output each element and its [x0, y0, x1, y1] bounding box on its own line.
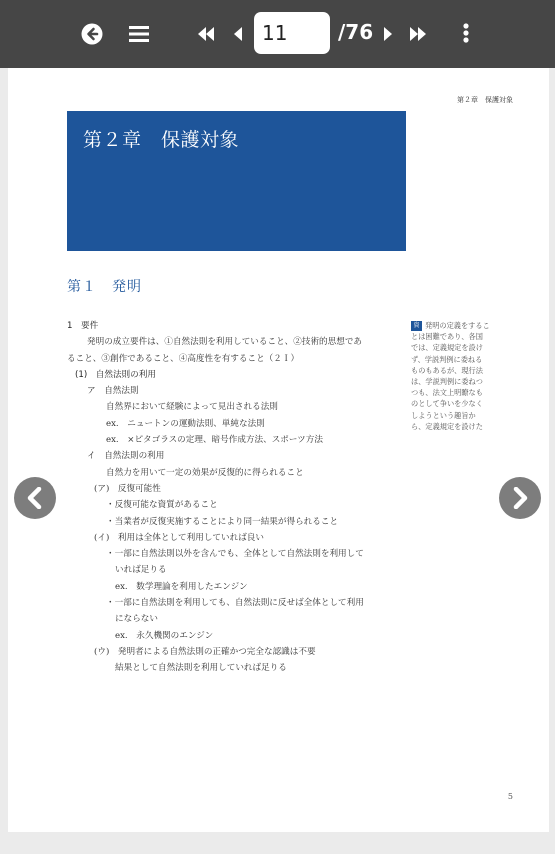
body-line: ・反復可能な資質があること: [106, 500, 218, 511]
body-line: 結果として自然法則を利用していれば足りる: [115, 663, 287, 674]
body-line: ・一部に自然法則以外を含んでも、全体として自然法則を利用して: [106, 549, 364, 560]
toolbar: [0, 0, 555, 68]
body-line: ・当業者が反復実施することにより同一結果が得られること: [106, 516, 339, 527]
running-header: 第２章 保護対象: [457, 96, 513, 104]
body-line: (1) 自然法則の利用: [75, 369, 156, 380]
document-page: [8, 68, 549, 832]
body-line: ・一部に自然法則を利用しても、自然法則に反せば全体として利用: [106, 598, 364, 609]
back-circle-icon[interactable]: [80, 22, 104, 46]
body-text: [67, 318, 412, 677]
body-line: ること、③創作であること、④高度性を有すること（２Ｉ）: [67, 353, 300, 364]
side-note-line: ものもあるが、現行法: [411, 365, 483, 375]
chevron-left-icon[interactable]: [14, 477, 56, 519]
side-note-line: [411, 320, 515, 331]
page-total-label: /76: [338, 20, 374, 44]
previous-page-icon[interactable]: [230, 24, 246, 44]
body-line: (イ) 利用は全体として利用していれば良い: [94, 532, 264, 543]
first-page-icon[interactable]: [196, 24, 216, 44]
body-line: ex. ×ピタゴラスの定理、暗号作成方法、スポーツ方法: [106, 435, 323, 446]
body-line: ア 自然法則: [87, 386, 139, 397]
side-note-line: ら、定義規定を設けた: [411, 421, 483, 431]
body-line: イ 自然法則の利用: [87, 451, 165, 462]
side-note-line: ず、学説判例に委ねる: [411, 354, 483, 364]
side-note-line: しようという趣旨か: [411, 410, 476, 420]
last-page-icon[interactable]: [408, 24, 428, 44]
chapter-banner: [67, 111, 406, 251]
menu-icon[interactable]: [127, 22, 151, 46]
side-note-line: は、学説判例に委ねつ: [411, 377, 483, 387]
body-line: (ウ) 発明者による自然法則の正確かつ完全な認識は不要: [94, 646, 316, 657]
side-note-line: のとして争いを少なく: [411, 399, 483, 409]
section-title: 第１ 発明: [67, 279, 142, 295]
next-page-icon[interactable]: [379, 24, 395, 44]
body-line: いれば足りる: [115, 565, 167, 576]
more-vertical-icon[interactable]: [456, 20, 476, 46]
body-line: 発明の成立要件は、①自然法則を利用していること、②技術的思想であ: [87, 337, 363, 348]
chevron-right-icon[interactable]: [499, 477, 541, 519]
side-note-line: つも、法文上明瞭なも: [411, 388, 483, 398]
body-line: 自然力を用いて一定の効果が反復的に得られること: [106, 467, 304, 478]
side-note-line: では、定義規定を設け: [411, 343, 483, 353]
chapter-title: 第２章 保護対象: [83, 129, 240, 151]
body-line: にならない: [115, 614, 158, 625]
side-note-badge: 資: [411, 321, 422, 331]
body-line: ex. ニュートンの運動法則、単純な法則: [106, 418, 265, 429]
side-note-text: 発明の定義をするこ: [425, 321, 490, 330]
body-line: (ア) 反復可能性: [94, 483, 161, 494]
side-note: [411, 320, 515, 432]
body-line: ex. 永久機関のエンジン: [115, 630, 214, 641]
page-number-input[interactable]: [254, 12, 330, 54]
body-line: 1 要件: [67, 321, 99, 331]
body-line: ex. 数学理論を利用したエンジン: [115, 581, 248, 592]
side-note-line: とは困難であり、各国: [411, 332, 483, 342]
page-number: 5: [507, 792, 513, 801]
body-line: 自然界において経験によって見出される法則: [106, 402, 278, 413]
